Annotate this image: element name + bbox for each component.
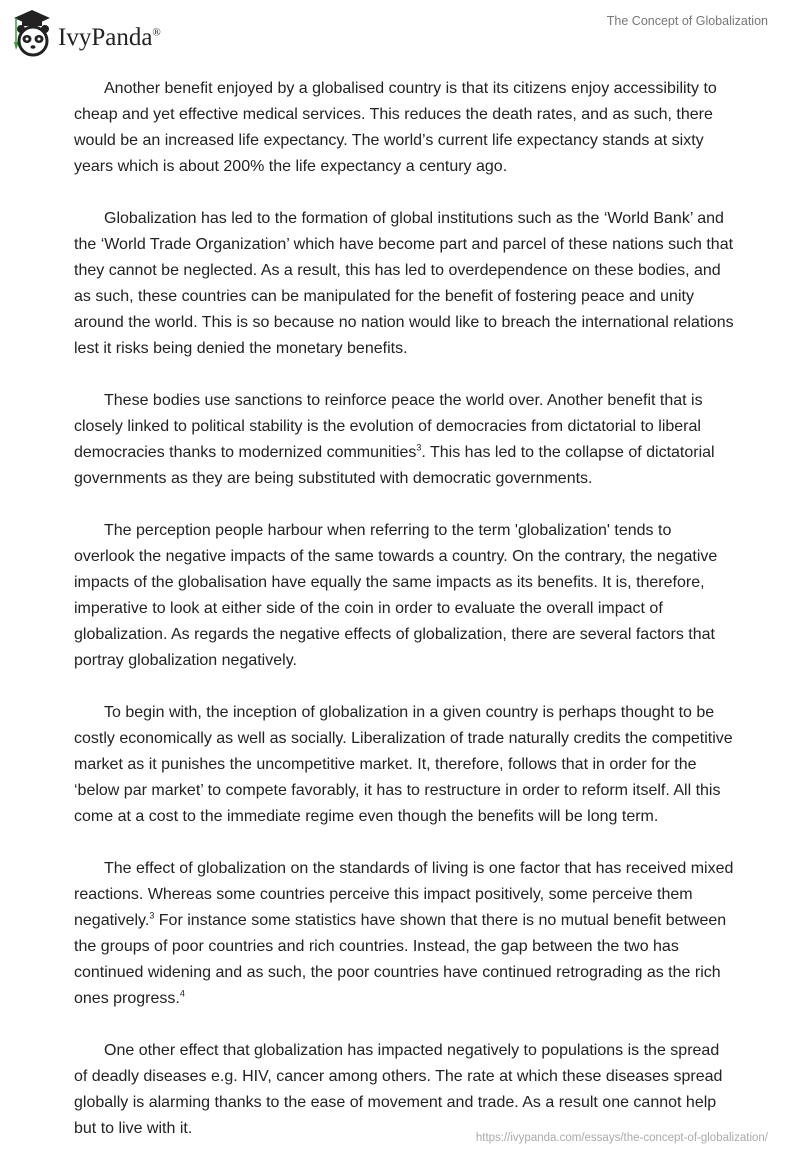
paragraph-text: . This has led to the collapse of dictatorial governments as they are being substituted with democratic governments. — [74, 444, 715, 487]
panda-graduate-icon — [12, 8, 52, 58]
paragraph — [74, 518, 734, 674]
document-title: The Concept of Globalization — [606, 14, 768, 28]
essay-body — [74, 76, 734, 1168]
paragraph-text: Globalization has led to the formation of global institutions such as the ‘World Bank’ and the ‘World Trade Organization’ which have become part and parcel of these nations such that they cannot be neglected. As a result, this has led to overdependence on these bodies, and as such, these countries can be manipulated for the benefit of fostering peace and unity around the world. This is so because no nation would like to breach the international relations lest it risks being denied the monetary benefits. — [74, 210, 734, 357]
brand-name: IvyPanda® — [58, 24, 161, 51]
footnote-ref: 3 — [149, 910, 155, 921]
paragraph-text: To begin with, the inception of globalization in a given country is perhaps thought to be costly economically as well as socially. Liberalization of trade naturally credits the competitive market as it punishes the uncompetitive market. It, therefore, follows that in order for the ‘below par market’ to compete favorably, it has to restructure in order to reform itself. All this come at a cost to the immediate regime even though the benefits will be long term. — [74, 704, 733, 825]
paragraph — [74, 76, 734, 180]
paragraph-text: The effect of globalization on the standards of living is one factor that has received mixed reactions. Whereas some countries perceive this impact positively, some perceive them negatively. — [74, 860, 734, 929]
paragraph-text: One other effect that globalization has impacted negatively to populations is the spread of deadly diseases e.g. HIV, cancer among others. The rate at which these diseases spread globally is alarming thanks to the ease of movement and trade. As a result one cannot help but to live with it. — [74, 1042, 723, 1137]
paragraph-text: The perception people harbour when referring to the term 'globalization' tends to overlook the negative impacts of the same towards a country. On the contrary, the negative impacts of the globalisation have equally the same impacts as its benefits. It is, therefore, imperative to look at either side of the coin in order to evaluate the overall impact of globalization. As regards the negative effects of globalization, there are several factors that portray globalization negatively. — [74, 522, 718, 669]
paragraph-text: For instance some statistics have shown that there is no mutual benefit between the groups of poor countries and rich countries. Instead, the gap between the two has continued widening and as such, the poor countries have continued retrograding as the rich ones progress. — [74, 912, 727, 1007]
paragraph — [74, 206, 734, 362]
paragraph — [74, 856, 734, 1012]
paragraph — [74, 1038, 734, 1142]
paragraph — [74, 388, 734, 492]
paragraph-text: These bodies use sanctions to reinforce peace the world over. Another benefit that is closely linked to political stability is the evolution of democracies from dictatorial to liberal democracies thanks to modernized communities — [74, 392, 703, 461]
source-url[interactable]: https://ivypanda.com/essays/the-concept-of-globalization/ — [475, 1132, 768, 1144]
footnote-ref: 3 — [416, 442, 422, 453]
paragraph — [74, 700, 734, 830]
footnote-ref: 4 — [179, 988, 185, 999]
paragraph-text: Another benefit enjoyed by a globalised country is that its citizens enjoy accessibility to cheap and yet effective medical services. This reduces the death rates, and as such, there would be an increased life expectancy. The world’s current life expectancy stands at sixty years which is about 200% the life expectancy a century ago. — [74, 80, 717, 175]
brand-logo[interactable] — [12, 8, 161, 58]
